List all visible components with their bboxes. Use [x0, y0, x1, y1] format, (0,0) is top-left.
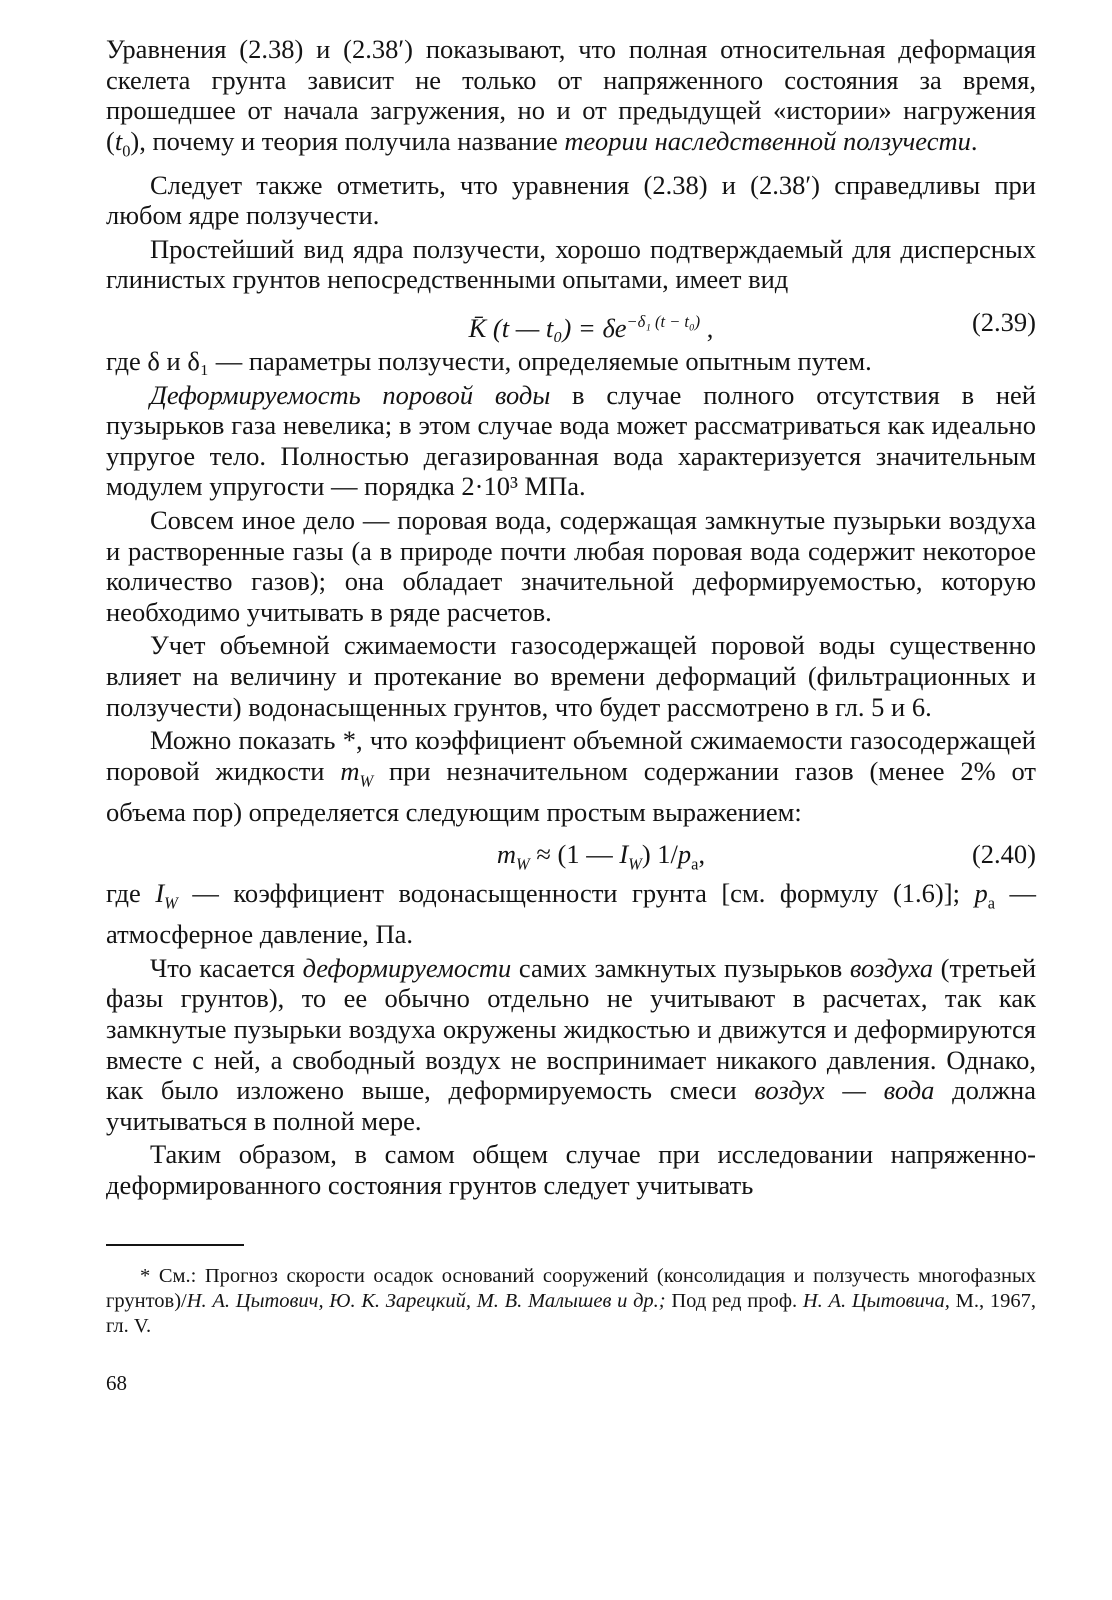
paragraph-10: Что касается деформируемости самих замкнутых пузырьков воздуха (третьей фазы грунтов), то ее обычно отдельно не учитывают в расчетах, так как замкнутые пузырьки воздуха окружены жидкостью и движутся и деформируются вместе с ней, а свободный воздух не воспринимает никакого давления. Однако, как было изложено выше, деформируемость смеси воздух — вода должна учитываться в полной мере.: [106, 952, 1037, 1136]
paragraph-6: Совсем иное дело — поровая вода, содержащая замкнутые пузырьки воздуха и растворенные газы (а в природе почти любая поровая вода содержит некоторое количество газов); она обладает значительной деформируемостью, которую необходимо учитывать в ряде расчетов.: [106, 505, 1036, 627]
footnote: * См.: Прогноз скорости осадок оснований сооружений (консолидация и ползучесть многофазных грунтов)/Н. А. Цытович, Ю. К. Зарецкий, М. В. Малышев и др.; Под ред проф. Н. А. Цытовича, М., 1967, гл. V.: [106, 1265, 1036, 1338]
formula-2-40: $m_W \approx (1$ — $I_W$) $1/p_а$, (2.40): [106, 830, 1036, 878]
paragraph-8: Можно показать *, что коэффициент объемной сжимаемости газосодержащей поровой жидкости $m_W$ при незначительном содержании газов (менее 2% от объема пор) определяется следующим простым выражением:: [106, 725, 1036, 827]
equation-number: (2.40): [971, 839, 1036, 870]
paragraph-9: где $I_W$ — коэффициент водонасыщенности грунта [см. формулу (1.6)]; $p_а$ — атмосферное давление, Па.: [106, 878, 1037, 950]
page-number: 68: [106, 1371, 127, 1396]
formula-2-39: K̄ (t — $t_0) = \delta e^{-\delta_1 (t - t_0)}$ , (2.39): [106, 298, 1036, 346]
paragraph-5: Деформируемость поровой воды в случае полного отсутствия в ней пузырьков газа невелика; в этом случае вода может рассматриваться как идеально упругое тело. Полностью дегазированная вода характеризуется значительным модулем упругости — порядка 2·10³ МПа.: [106, 379, 1036, 502]
paragraph-11: Таким образом, в самом общем случае при исследовании напряженно-деформированного состояния грунтов следует учитывать: [106, 1139, 1036, 1200]
equation-number: (2.39): [971, 307, 1036, 338]
paragraph-7: Учет объемной сжимаемости газосодержащей поровой воды существенно влияет на величину и протекание во времени деформаций (фильтрационных и ползучести) водонасыщенных грунтов, что будет рассмотрено в гл. 5 и 6.: [106, 630, 1036, 722]
footnote-mark: *: [140, 1265, 151, 1288]
paragraph-2: Следует также отметить, что уравнения (2.38) и (2.38′) справедливы при любом ядре ползучести.: [106, 169, 1036, 231]
book-page: [106, 34, 1036, 1396]
paragraph-1: Уравнения (2.38) и (2.38′) показывают, что полная относительная деформация скелета грунта зависит не только от напряженного состояния за время, прошедшее от начала загружения, но и от предыдущей «истории» нагружения $(t_0)$, почему и теория получила название теории наследственной ползучести.: [106, 34, 1036, 161]
paragraph-3: Простейший вид ядра ползучести, хорошо подтверждаемый для дисперсных глинистых грунтов непосредственными опытами, имеет вид: [106, 233, 1036, 295]
formula-expression: K̄ (t — t₀) = δe: [468, 312, 627, 343]
formula-exponent: −δ₁ (t − t₀): [626, 312, 701, 332]
footnote-divider: [106, 1244, 244, 1246]
paragraph-4: где δ и δ₁ — параметры ползучести, определяемые опытным путем.: [106, 346, 872, 377]
